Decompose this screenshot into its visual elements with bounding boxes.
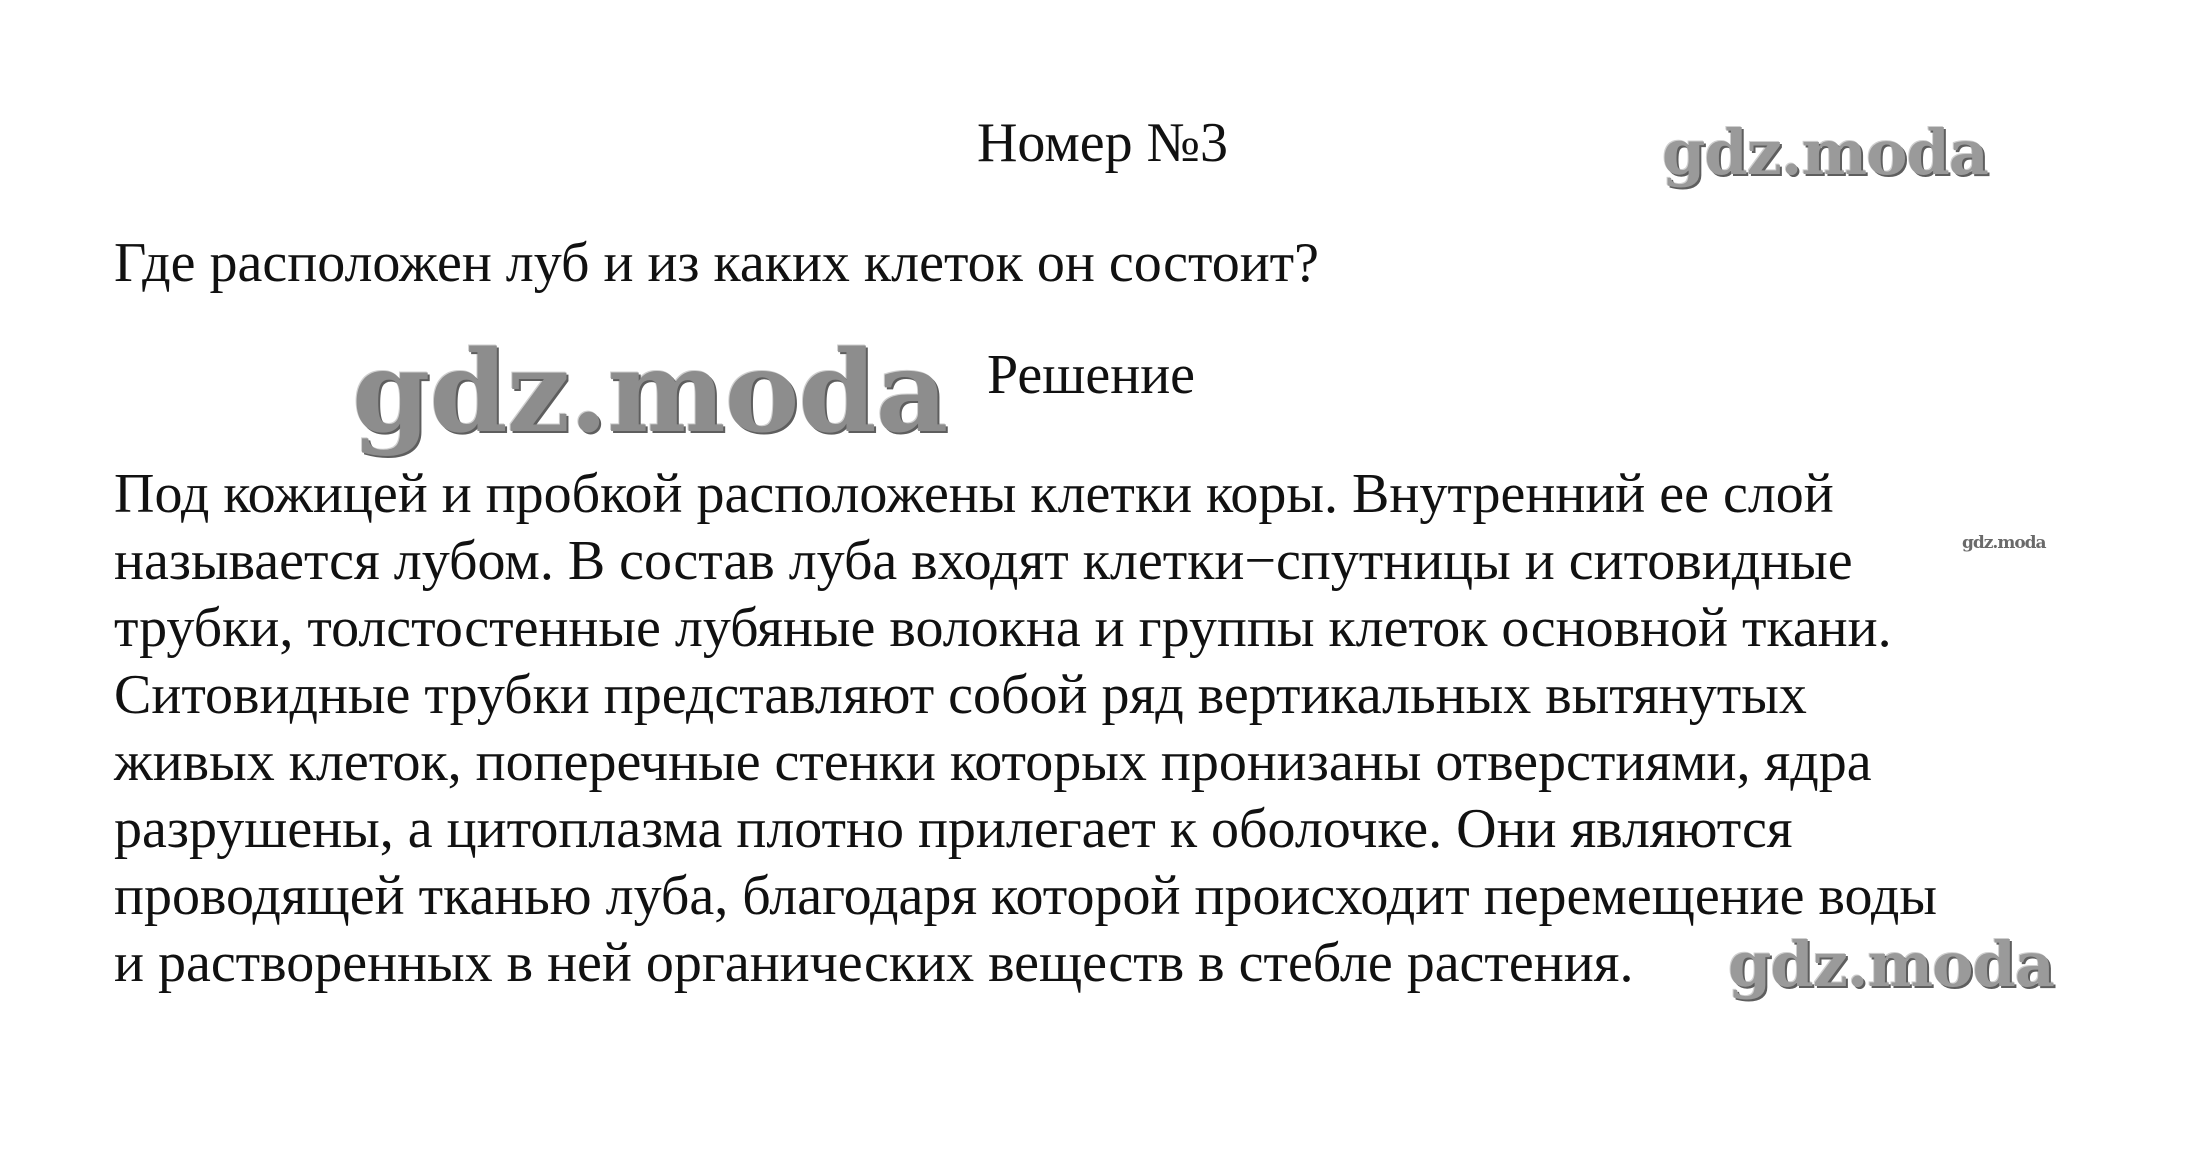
answer-line: разрушены, а цитоплазма плотно прилегает к оболочке. Они являются [114,798,1793,860]
answer-line: называется лубом. В состав луба входят клетки−спутницы и ситовидные [114,530,1853,592]
answer-line: живых клеток, поперечные стенки которых пронизаны отверстиями, ядра [114,731,1872,793]
answer-line: Ситовидные трубки представляют собой ряд вертикальных вытянутых [114,664,1807,726]
page-title: Номер №3 [976,112,1229,174]
watermark-large: gdz.moda [352,327,948,458]
solution-heading: Решение [987,344,1196,406]
question-text: Где расположен луб и из каких клеток он состоит? [114,232,1319,294]
watermark-top: gdz.moda [1662,116,1988,189]
answer-line: и растворенных в ней органических веществ в стебле растения. [114,932,1634,994]
answer-line: проводящей тканью луба, благодаря которой происходит перемещение воды [114,865,1938,927]
watermark-small: gdz.moda [1962,533,2046,553]
watermark-bottom: gdz.moda [1728,928,2054,1001]
answer-line: трубки, толстостенные лубяные волокна и группы клеток основной ткани. [114,597,1892,659]
answer-line: Под кожицей и пробкой расположены клетки коры. Внутренний ее слой [114,463,1834,525]
answer-paragraph [114,461,2114,997]
